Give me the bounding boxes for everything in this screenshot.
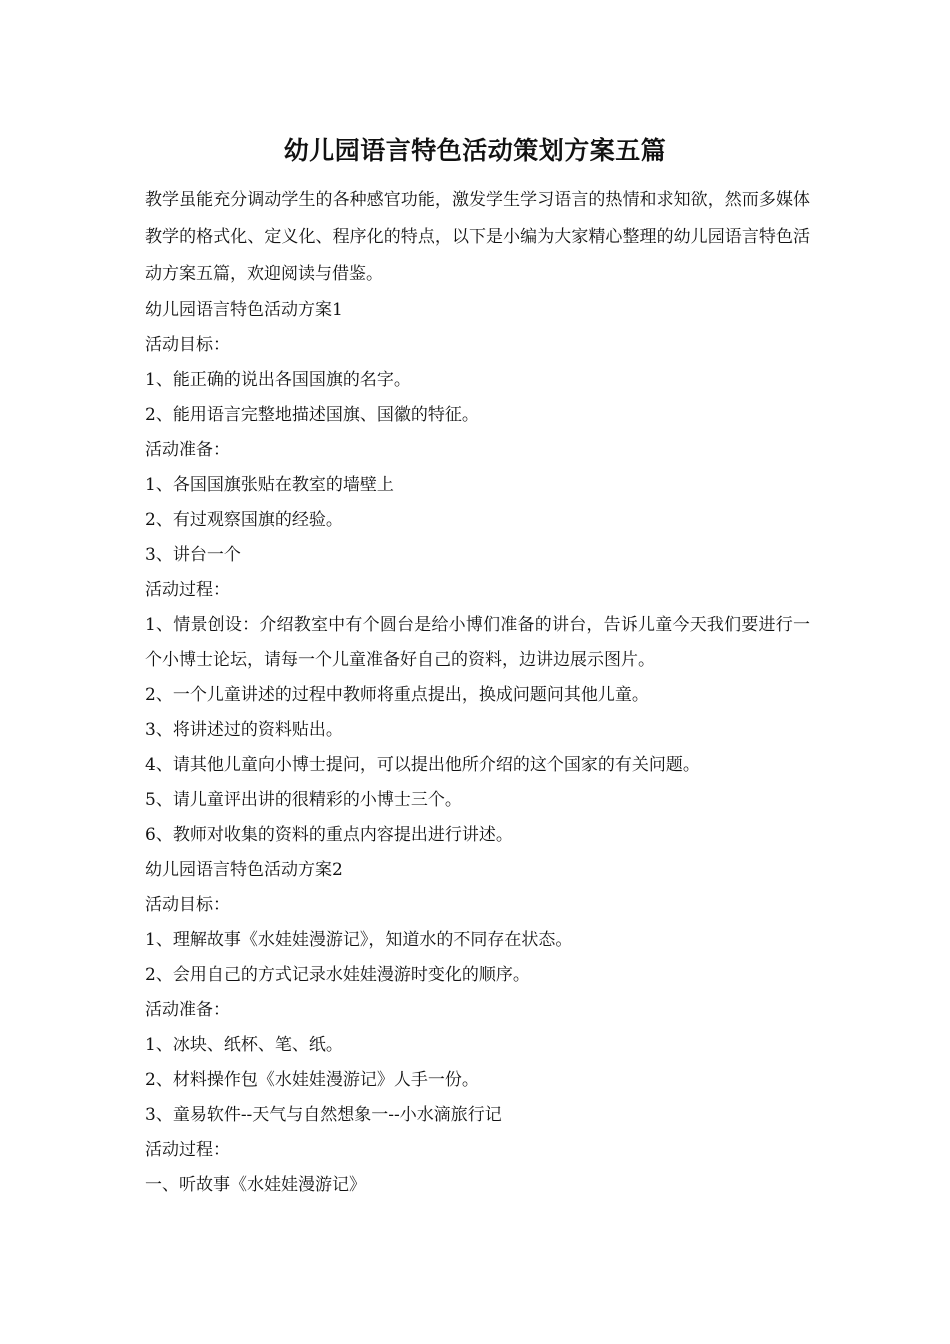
document-body bbox=[145, 182, 810, 1203]
list-item: 2、能用语言完整地描述国旗、国徽的特征。 bbox=[145, 405, 479, 425]
subheading-preparation: 活动准备： bbox=[145, 1000, 230, 1020]
subheading-process: 活动过程： bbox=[145, 1140, 230, 1160]
document-title: 幼儿园语言特色活动策划方案五篇 bbox=[283, 136, 667, 165]
list-item: 3、将讲述过的资料贴出。 bbox=[145, 720, 343, 740]
intro-paragraph: 教学虽能充分调动学生的各种感官功能，激发学生学习语言的热情和求知欲，然而多媒体教学的格式化、定义化、程序化的特点，以下是小编为大家精心整理的幼儿园语言特色活动方案五篇，欢迎阅读与借鉴。 bbox=[145, 190, 810, 284]
list-item: 1、能正确的说出各国国旗的名字。 bbox=[145, 370, 411, 390]
section-heading-plan-2: 幼儿园语言特色活动方案2 bbox=[145, 860, 343, 880]
list-item: 1、情景创设：介绍教室中有个圆台是给小博们准备的讲台，告诉儿童今天我们要进行一个小博士论坛，请每一个儿童准备好自己的资料，边讲边展示图片。 bbox=[145, 615, 810, 670]
subheading-goals: 活动目标： bbox=[145, 335, 230, 355]
list-item: 2、材料操作包《水娃娃漫游记》人手一份。 bbox=[145, 1070, 479, 1090]
list-item: 1、冰块、纸杯、笔、纸。 bbox=[145, 1035, 343, 1055]
list-item: 5、请儿童评出讲的很精彩的小博士三个。 bbox=[145, 790, 462, 810]
list-item: 2、会用自己的方式记录水娃娃漫游时变化的顺序。 bbox=[145, 965, 530, 985]
list-item: 一、听故事《水娃娃漫游记》 bbox=[145, 1175, 366, 1195]
list-item: 6、教师对收集的资料的重点内容提出进行讲述。 bbox=[145, 825, 513, 845]
body-lines bbox=[145, 293, 810, 1203]
list-item: 1、理解故事《水娃娃漫游记》，知道水的不同存在状态。 bbox=[145, 930, 573, 950]
section-heading-plan-1: 幼儿园语言特色活动方案1 bbox=[145, 300, 343, 320]
list-item: 2、一个儿童讲述的过程中教师将重点提出，换成问题问其他儿童。 bbox=[145, 685, 649, 705]
list-item: 1、各国国旗张贴在教室的墙壁上 bbox=[145, 475, 394, 495]
subheading-goals: 活动目标： bbox=[145, 895, 230, 915]
subheading-preparation: 活动准备： bbox=[145, 440, 230, 460]
list-item: 3、童易软件--天气与自然想象一--小水滴旅行记 bbox=[145, 1105, 502, 1125]
list-item: 2、有过观察国旗的经验。 bbox=[145, 510, 343, 530]
list-item: 4、请其他儿童向小博士提问，可以提出他所介绍的这个国家的有关问题。 bbox=[145, 755, 700, 775]
subheading-process: 活动过程： bbox=[145, 580, 230, 600]
list-item: 3、讲台一个 bbox=[145, 545, 241, 565]
